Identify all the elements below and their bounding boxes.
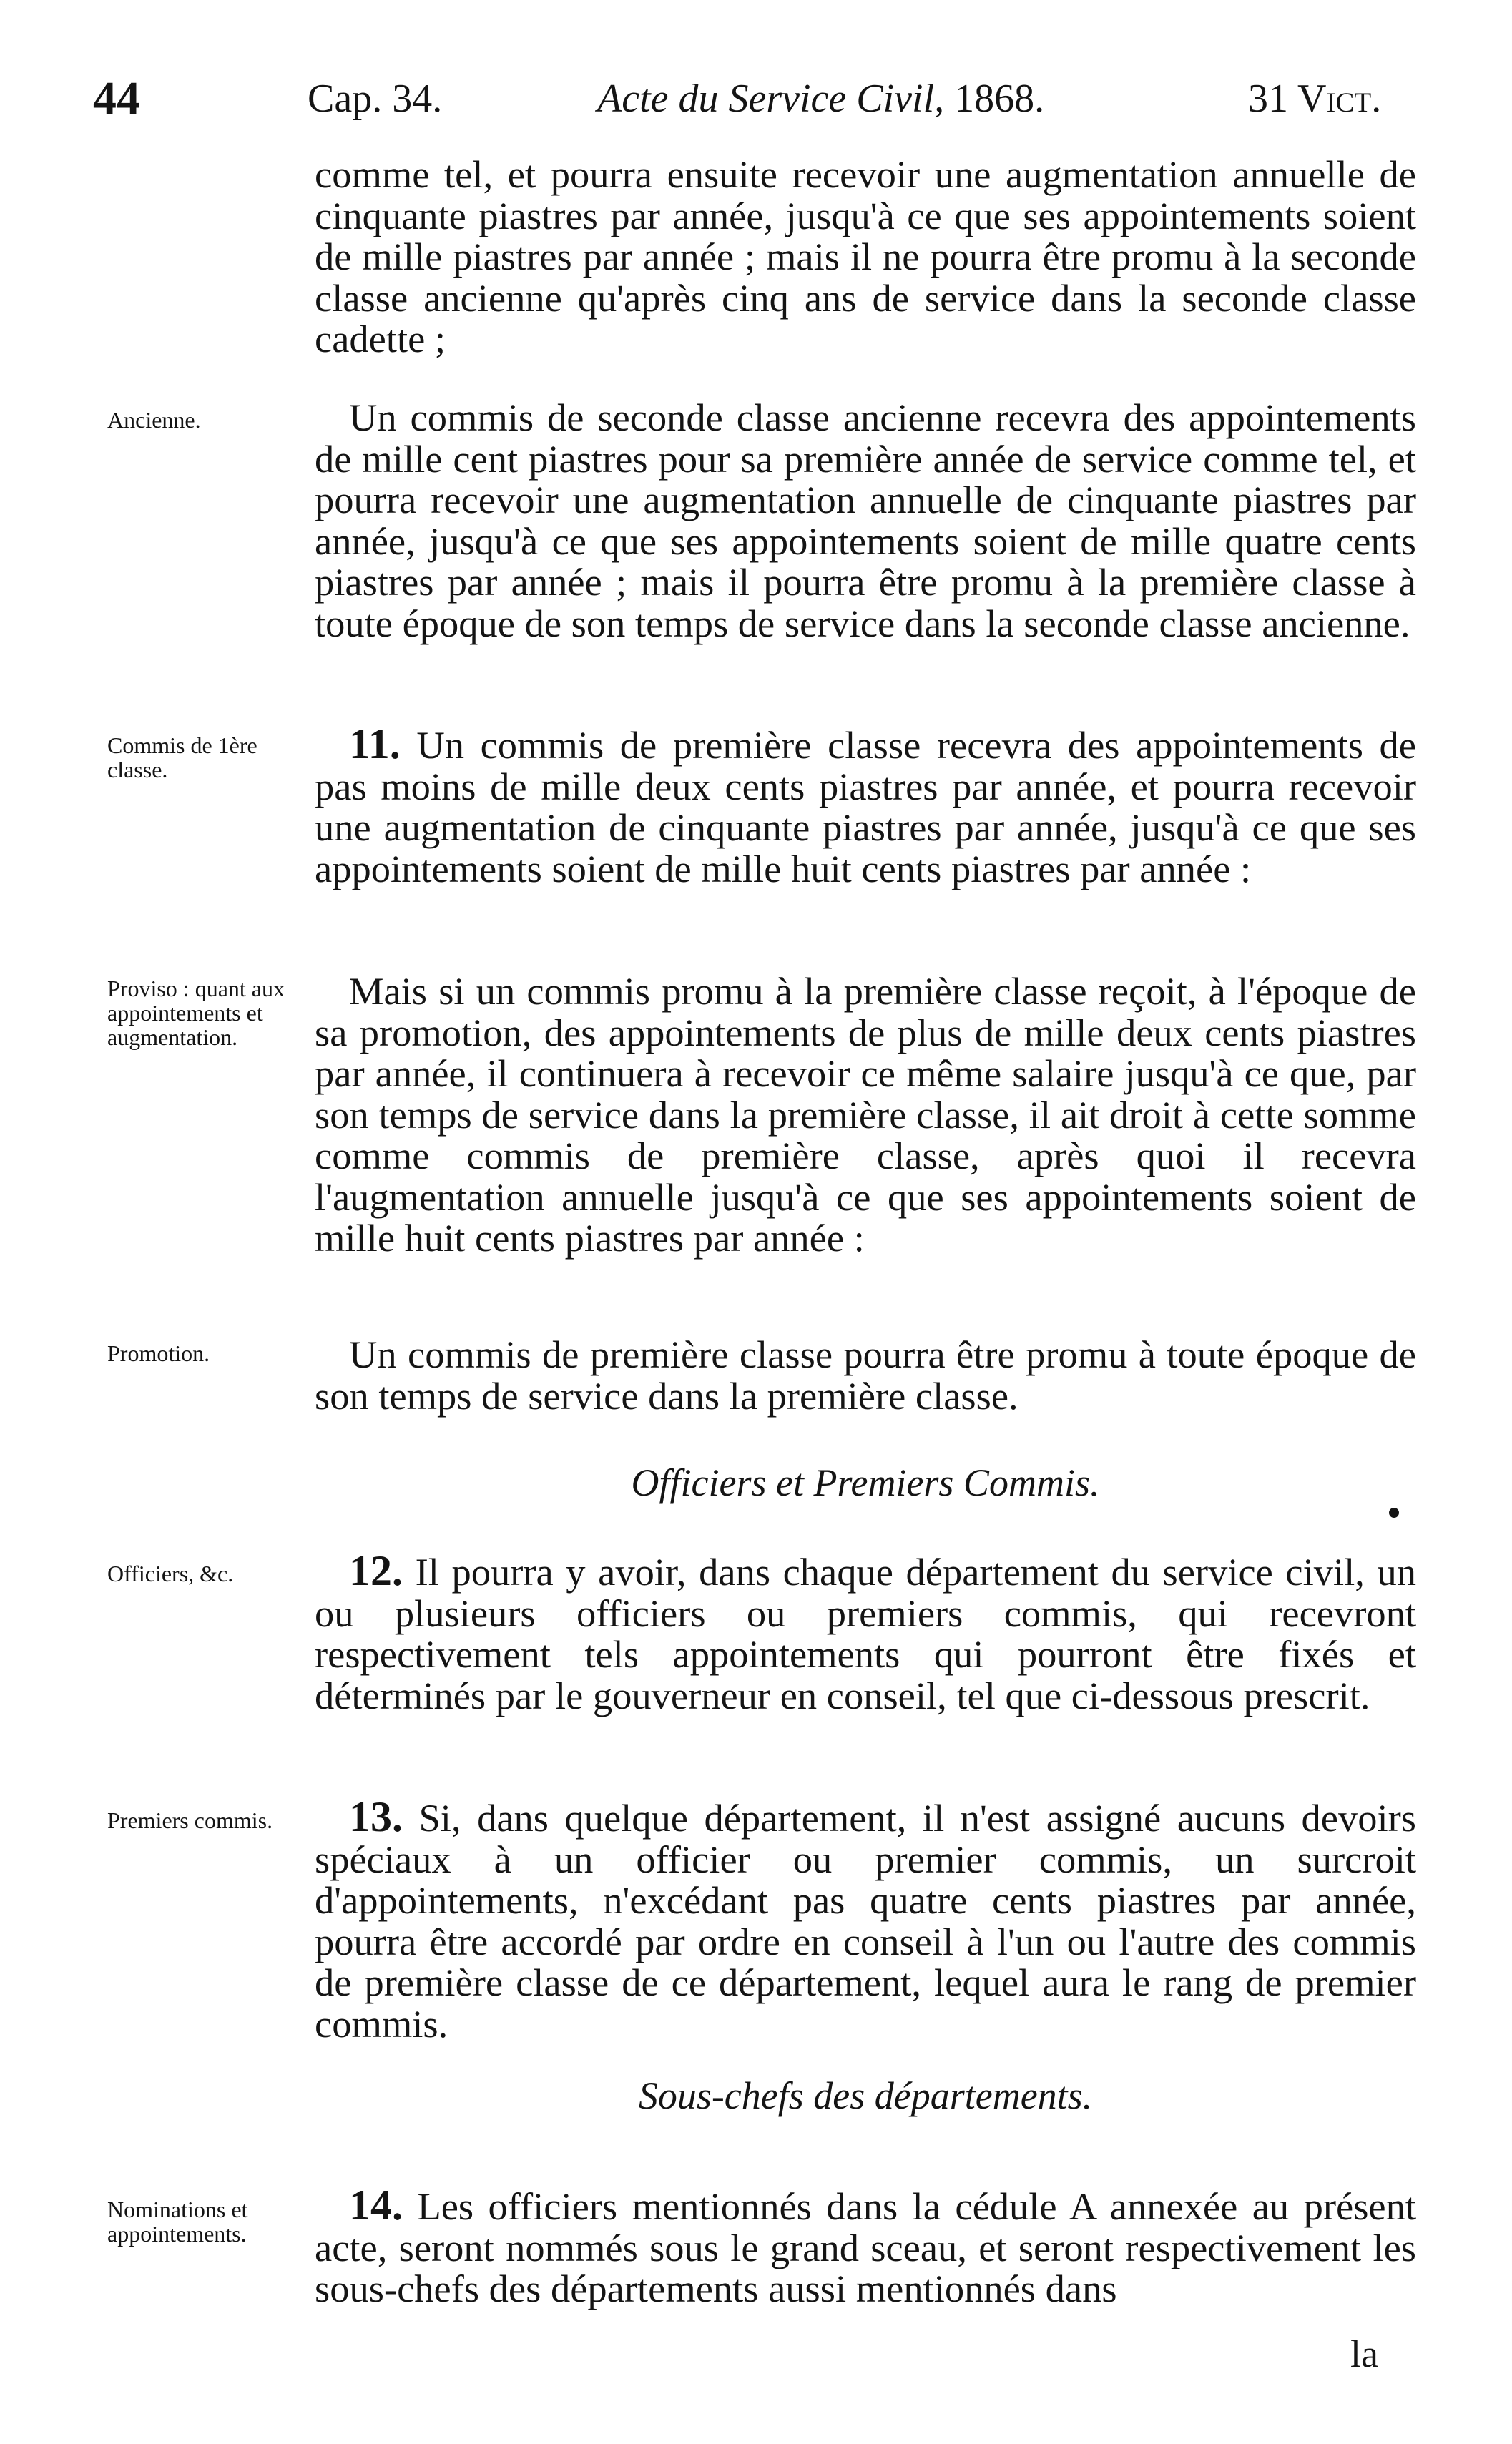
margin-note-nominations: Nominations et appointements. [107,2197,248,2247]
paragraph-promotion [315,1334,1416,1416]
ink-dot [1389,1508,1399,1518]
section-number: 13. [349,1793,403,1840]
section-text: Un commis de première classe recevra des appointements de pas moins de mille deux cents piastres par année, et pourra recevoir une augmentation de cinquante piastres par année, jusqu'à ce que ses appointements soient de mille huit cents piastres par année : [315,723,1417,890]
act-title [597,76,1044,122]
paragraph-text [315,720,1417,890]
section-14 [315,2182,1416,2310]
paragraph-text [315,1547,1417,1717]
heading-officiers: Officiers et Premiers Commis. [631,1461,1100,1504]
margin-note-ancienne: Ancienne. [107,407,201,433]
heading-sous-chefs: Sous-chefs des départements. [638,2074,1093,2117]
margin-note-premiers-commis: Premiers commis. [107,1807,273,1833]
paragraph-continuation [315,154,1416,360]
running-header [0,72,1512,136]
paragraph-text: Mais si un commis promu à la première classe reçoit, à l'époque de sa promotion, des appointements de plus de mille deux cents piastres par année, il continuera à recevoir ce même salaire jusqu'à ce que, par son temps de service dans la première classe, il ait droit à cette somme comme commis de première classe, après quoi il recevra l'augmentation annuelle jusqu'à ce que ses appointements soient de mille huit cents piastres par année : [315,969,1416,1260]
catchword: la [1350,2332,1378,2375]
paragraph-ancienne [315,397,1416,644]
margin-note-commis-premiere: Commis de 1ère classe. [107,732,257,782]
margin-note-officiers: Officiers, &c. [107,1561,234,1586]
section-number: 11. [349,720,401,767]
margin-note-promotion: Promotion. [107,1340,210,1366]
section-number: 12. [349,1547,403,1594]
section-text: Il pourra y avoir, dans chaque département du service civil, un ou plusieurs officiers ou premiers commis, qui recevront respectivement tels appointements qui pourront être fixés et déterminés par le gouverneur en conseil, tel que ci-dessous prescrit. [315,1550,1417,1717]
paragraph-text: Un commis de seconde classe ancienne recevra des appointements de mille cent piastres pour sa première année de service comme tel, et pourra recevoir une augmentation annuelle de cinquante piastres par année, jusqu'à ce que ses appointements soient de mille quatre cents piastres par année ; mais il pourra être promu à la première classe à toute époque de son temps de service dans la seconde classe ancienne. [315,396,1416,645]
section-13 [315,1793,1416,2046]
paragraph-text [315,2182,1416,2310]
margin-note-proviso: Proviso : quant aux appointements et augmentation. [107,976,285,1050]
act-year: 1868. [954,77,1045,121]
section-12 [315,1547,1417,1717]
paragraph-text [315,1793,1416,2046]
paragraph-text: comme tel, et pourra ensuite recevoir une augmentation annuelle de cinquante piastres par année, jusqu'à ce que ses appointements soient de mille piastres par année ; mais il ne pourra être promu à la seconde classe ancienne qu'après cinq ans de service dans la seconde classe cadette ; [315,152,1416,360]
chapter-number: Cap. 34. [308,77,443,121]
section-text: Les officiers mentionnés dans la cédule A annexée au présent acte, seront nommés sous le grand sceau, et seront respectivement les sous-chefs des départements aussi mentionnés dans [315,2184,1416,2310]
paragraph-text: Un commis de première classe pourra être promu à toute époque de son temps de service dans la première classe. [315,1333,1416,1418]
paragraph-proviso [315,971,1416,1259]
act-title-text: Acte du Service Civil, [597,77,945,121]
page-number: 44 [93,72,140,124]
section-11 [315,720,1417,890]
section-number: 14. [349,2182,403,2229]
regnal-year: 31 Vict. [1248,77,1382,121]
section-text: Si, dans quelque département, il n'est assigné aucuns devoirs spéciaux à un officier ou premier commis, un surcroit d'appointements, n'excédant pas quatre cents piastres par année, pourra être accordé par ordre en conseil à l'un ou l'autre des commis de première classe de ce département, lequel aura le rang de premier commis. [315,1796,1416,2046]
